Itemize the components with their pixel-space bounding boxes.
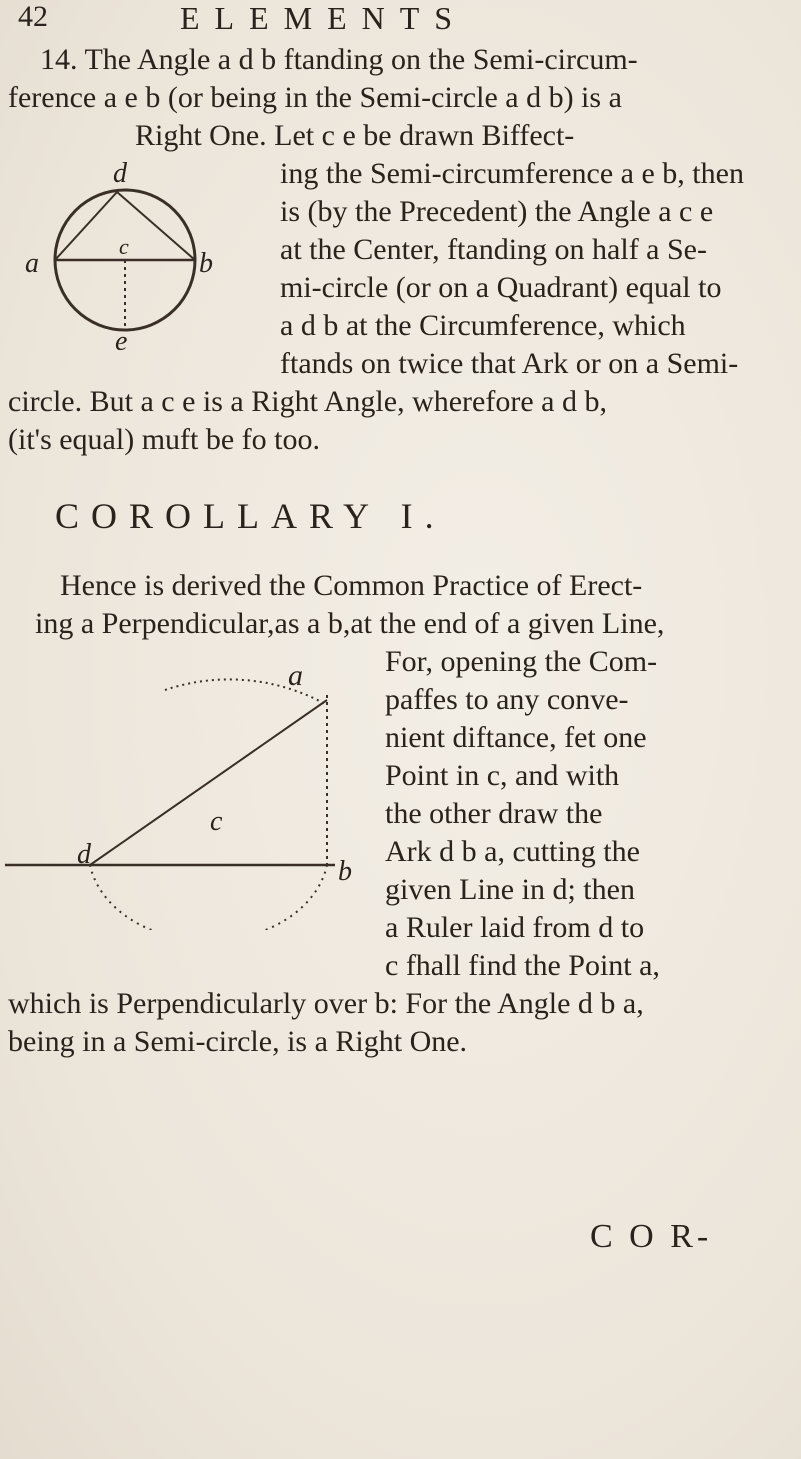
text-line: Hence is derived the Common Practice of Erect- (60, 569, 643, 602)
text-line: the other draw the (385, 797, 603, 830)
label-c: c (210, 806, 223, 837)
text-line: 14. The Angle a d b ftanding on the Semi-circum- (40, 43, 638, 76)
corollary-heading: COROLLARY I. (55, 496, 446, 536)
text-line: ftands on twice that Ark or on a Semi- (280, 347, 739, 380)
text-line: nient diftance, fet one (385, 721, 647, 754)
label-d: d (113, 158, 127, 189)
text-line: ing a Perpendicular,as a b,at the end of a given Line, (35, 607, 665, 640)
label-c: c (119, 234, 129, 259)
running-title: ELEMENTS (180, 0, 468, 36)
text-line: (it's equal) muft be fo too. (8, 423, 320, 456)
label-a: a (288, 659, 303, 692)
text-line: ing the Semi-circumference a e b, then (280, 157, 744, 190)
label-e: e (115, 326, 128, 350)
label-b: b (199, 248, 213, 279)
text-line: circle. But a c e is a Right Angle, wherefore a d b, (8, 385, 607, 418)
catchword: C O R- (590, 1218, 713, 1255)
text-line: Ark d b a, cutting the (385, 835, 640, 868)
text-line: c fhall find the Point a, (385, 949, 660, 982)
text-line: at the Center, ftanding on half a Se- (280, 233, 707, 266)
perpendicular-figure (5, 640, 375, 930)
text-line: ference a e b (or being in the Semi-circle a d b) is a (8, 81, 622, 114)
text-line: Point in c, and with (385, 759, 620, 792)
text-line: being in a Semi-circle, is a Right One. (8, 1025, 468, 1058)
text-line: is (by the Precedent) the Angle a c e (280, 195, 714, 228)
text-line: paffes to any conve- (385, 683, 629, 716)
label-a: a (25, 248, 39, 279)
page-number: 42 (18, 0, 48, 33)
text-line: Right One. Let c e be drawn Biffect- (135, 119, 575, 152)
label-b: b (338, 856, 352, 887)
text-line: which is Perpendicularly over b: For the Angle d b a, (8, 987, 644, 1020)
text-line: mi-circle (or on a Quadrant) equal to (280, 271, 722, 304)
text-line: given Line in d; then (385, 873, 635, 906)
semicircle-figure (5, 150, 275, 350)
text-line: a Ruler laid from d to (385, 911, 645, 944)
text-line: For, opening the Com- (385, 645, 658, 678)
text-line: a d b at the Circumference, which (280, 309, 686, 342)
label-d: d (77, 839, 91, 870)
